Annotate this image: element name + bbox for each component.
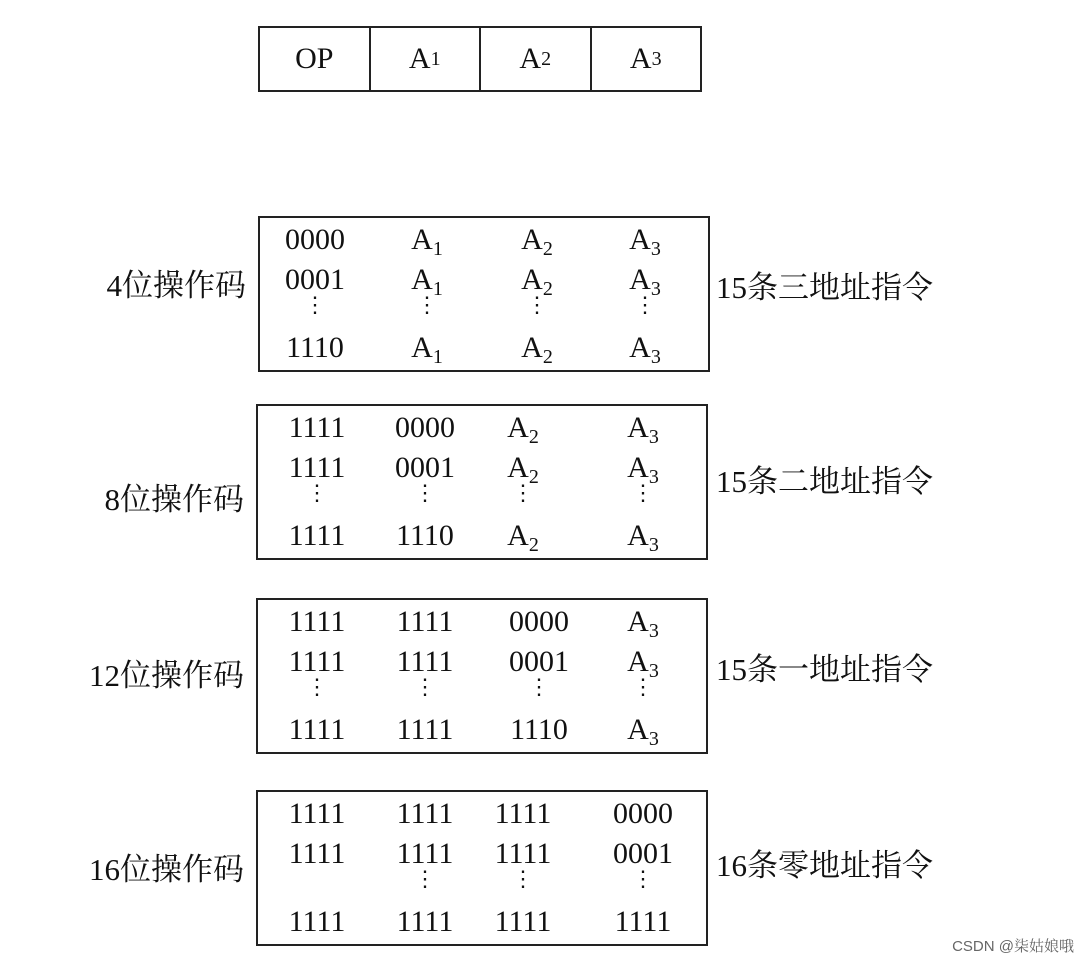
opcode-cell: 1111 xyxy=(288,411,346,444)
opcode-cell: $A_3$ xyxy=(627,411,659,448)
opcode-length-label: 4位操作码 xyxy=(106,268,246,303)
opcode-cell: $A_3$ xyxy=(627,645,659,682)
format-field-a3 xyxy=(592,28,701,90)
vertical-ellipsis: ⋮ xyxy=(634,292,656,317)
format-field-a1 xyxy=(371,28,482,90)
opcode-cell: $A_2$ xyxy=(507,519,539,556)
opcode-cell: 1111 xyxy=(288,797,346,830)
opcode-cell: 0000 xyxy=(395,411,455,444)
opcode-cell: 1111 xyxy=(288,713,346,746)
opcode-cell: $A_3$ xyxy=(627,519,659,556)
opcode-cell: $A_2$ xyxy=(521,223,553,260)
opcode-length-label: 8位操作码 xyxy=(104,482,244,517)
opcode-cell: $A_3$ xyxy=(627,605,659,642)
vertical-ellipsis: ⋮ xyxy=(306,674,328,699)
opcode-cell: 1111 xyxy=(396,837,454,870)
vertical-ellipsis: ⋮ xyxy=(528,674,550,699)
opcode-block xyxy=(256,598,708,754)
opcode-cell: $A_3$ xyxy=(627,451,659,488)
format-field-a2-text: A xyxy=(519,42,542,75)
opcode-cell: 1111 xyxy=(494,797,552,830)
opcode-cell: $A_3$ xyxy=(629,223,661,260)
opcode-cell: 0001 xyxy=(613,837,673,870)
opcode-cell: 0000 xyxy=(285,223,345,256)
instruction-count-label: 16条零地址指令 xyxy=(716,848,933,883)
opcode-cell: $A_3$ xyxy=(627,713,659,750)
opcode-cell: 1111 xyxy=(396,713,454,746)
opcode-block xyxy=(256,790,708,946)
opcode-cell: 1110 xyxy=(286,331,344,364)
opcode-length-label: 12位操作码 xyxy=(89,658,244,693)
vertical-ellipsis: ⋮ xyxy=(416,292,438,317)
opcode-cell: 0000 xyxy=(613,797,673,830)
opcode-cell: $A_2$ xyxy=(507,411,539,448)
opcode-cell: 1111 xyxy=(494,905,552,938)
opcode-cell: 1111 xyxy=(396,797,454,830)
opcode-cell: 1111 xyxy=(288,905,346,938)
opcode-cell: $A_1$ xyxy=(411,263,443,300)
format-field-a3-text: A xyxy=(629,42,652,75)
opcode-cell: 1111 xyxy=(494,837,552,870)
format-field-a2 xyxy=(481,28,592,90)
opcode-cell: 0001 xyxy=(395,451,455,484)
instruction-count-label: 15条二地址指令 xyxy=(716,464,933,499)
format-field-a3-sub: 3 xyxy=(651,47,662,70)
opcode-cell: 1111 xyxy=(288,645,346,678)
vertical-ellipsis: ⋮ xyxy=(632,866,654,891)
opcode-cell: 0001 xyxy=(509,645,569,678)
format-field-a1-sub: 1 xyxy=(430,47,441,70)
opcode-cell: 1110 xyxy=(510,713,568,746)
watermark: CSDN @柒姑娘哦 xyxy=(952,938,1074,955)
format-field-a2-sub: 2 xyxy=(541,47,552,70)
opcode-cell: 1111 xyxy=(288,451,346,484)
vertical-ellipsis: ⋮ xyxy=(414,674,436,699)
instruction-count-label: 15条三地址指令 xyxy=(716,270,933,305)
opcode-cell: 1111 xyxy=(396,645,454,678)
format-field-op xyxy=(260,28,371,90)
vertical-ellipsis: ⋮ xyxy=(512,480,534,505)
vertical-ellipsis: ⋮ xyxy=(632,480,654,505)
opcode-cell: $A_1$ xyxy=(411,331,443,368)
opcode-cell: 1110 xyxy=(396,519,454,552)
opcode-cell: $A_3$ xyxy=(629,331,661,368)
opcode-cell: 1111 xyxy=(396,905,454,938)
opcode-cell: 1111 xyxy=(288,519,346,552)
format-field-a1-text: A xyxy=(408,42,431,75)
format-field-op-text: OP xyxy=(295,42,334,75)
opcode-cell: $A_2$ xyxy=(507,451,539,488)
opcode-cell: 1111 xyxy=(288,837,346,870)
opcode-cell: $A_3$ xyxy=(629,263,661,300)
opcode-cell: $A_2$ xyxy=(521,331,553,368)
opcode-cell: 0000 xyxy=(509,605,569,638)
vertical-ellipsis: ⋮ xyxy=(512,866,534,891)
instruction-format xyxy=(258,26,702,92)
opcode-block xyxy=(256,404,708,560)
opcode-cell: 1111 xyxy=(396,605,454,638)
opcode-cell: $A_1$ xyxy=(411,223,443,260)
instruction-count-label: 15条一地址指令 xyxy=(716,652,933,687)
opcode-cell: 1111 xyxy=(288,605,346,638)
vertical-ellipsis: ⋮ xyxy=(526,292,548,317)
opcode-cell: $A_2$ xyxy=(521,263,553,300)
vertical-ellipsis: ⋮ xyxy=(632,674,654,699)
opcode-cell: 1111 xyxy=(614,905,672,938)
vertical-ellipsis: ⋮ xyxy=(414,866,436,891)
vertical-ellipsis: ⋮ xyxy=(304,292,326,317)
vertical-ellipsis: ⋮ xyxy=(306,480,328,505)
vertical-ellipsis: ⋮ xyxy=(414,480,436,505)
opcode-length-label: 16位操作码 xyxy=(89,852,244,887)
opcode-block xyxy=(258,216,710,372)
opcode-cell: 0001 xyxy=(285,263,345,296)
